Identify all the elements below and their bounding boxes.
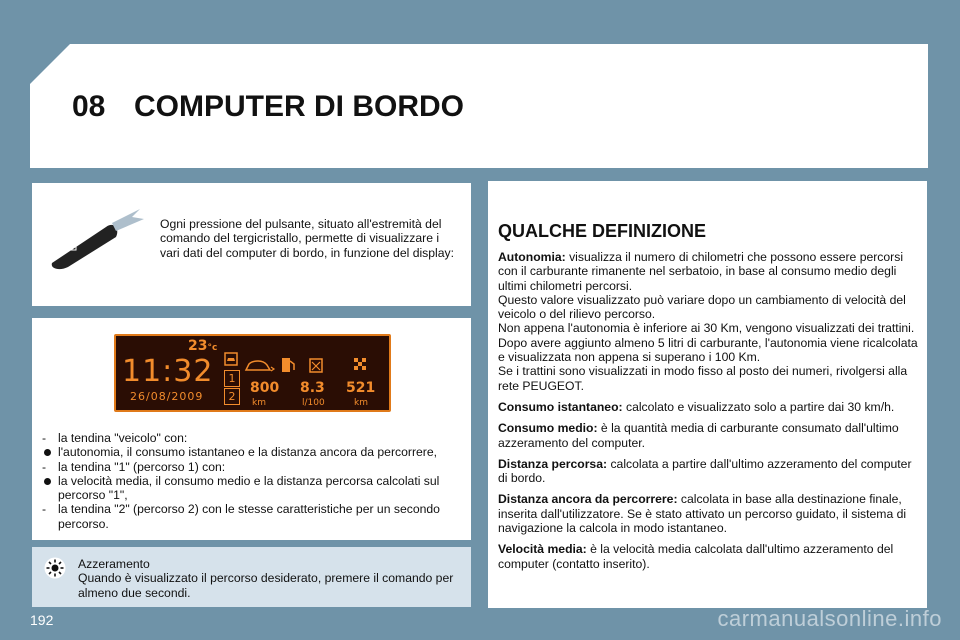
display-panel xyxy=(32,318,471,540)
display-tab-list xyxy=(42,431,462,531)
definition-item: Distanza ancora da percorrere: calcolata in base alla destinazione finale, inserita dall'utilizzatore. Se è stato attivato un percorso guidato, il sistema di navigazione la calcola in modo istantaneo. xyxy=(498,492,907,536)
multifunction-display xyxy=(114,334,391,412)
temperature-readout xyxy=(188,338,217,354)
fuel-can-icon xyxy=(308,356,324,374)
tab-1: 1 xyxy=(224,370,240,387)
definition-item: Consumo istantaneo: calcolato e visualizzato solo a partire dai 30 km/h. xyxy=(498,399,895,414)
car-range-icon xyxy=(244,358,276,374)
definition-item: Distanza percorsa: calcolata a partire dall'ultimo azzeramento del computer di bordo. xyxy=(498,456,912,486)
fuel-pump-icon xyxy=(280,356,296,374)
definition-item: Velocità media: è la velocità media calcolata dall'ultimo azzeramento del computer (contatto inserito). xyxy=(498,542,894,571)
bullet-icon xyxy=(44,449,51,456)
list-item: l'autonomia, il consumo istantaneo e la distanza ancora da percorrere, xyxy=(42,445,462,459)
intro-text: Ogni pressione del pulsante, situato all'estremità del comando del tergicristallo, permette di visualizzare i vari dati del computer di bordo, in funzione del display: xyxy=(160,217,455,260)
definitions-title: QUALCHE DEFINIZIONE xyxy=(498,221,707,241)
page-number: 192 xyxy=(30,612,54,628)
page-title: COMPUTER DI BORDO xyxy=(134,90,464,123)
definition-item: Consumo medio: è la quantità media di carburante consumato dall'ultimo azzeramento del computer. xyxy=(498,421,899,450)
tab-2: 2 xyxy=(224,388,240,405)
clock-readout: 11:32 xyxy=(122,354,214,389)
temperature-value: 23 xyxy=(188,338,208,354)
range-value: 800 xyxy=(250,380,280,396)
reset-text: Quando è visualizzato il percorso desiderato, premere il comando per almeno due secondi. xyxy=(78,571,454,600)
chapter-number: 08 xyxy=(72,90,106,123)
definitions-panel xyxy=(488,181,927,608)
list-item: - la tendina "veicolo" con: xyxy=(42,431,188,445)
list-item: - la tendina "2" (percorso 2) con le stesse caratteristiche per un secondo percorso. xyxy=(42,502,440,531)
distance-remaining-unit: km xyxy=(354,398,368,408)
definitions-body xyxy=(498,250,920,578)
range-unit: km xyxy=(252,398,266,408)
list-item: - la tendina "1" (percorso 1) con: xyxy=(42,459,226,474)
bullet-icon xyxy=(44,478,51,485)
date-readout: 26/08/2009 xyxy=(130,390,204,403)
definition-item: Autonomia: visualizza il numero di chilometri che possono essere percorsi con il carburante rimanente nel serbatoio, in base al consumo medio degli ultimi chilometri percorsi. Questo valore visualizzato può variare dopo un cambiamento di velocità del veicolo o del rilievo percorso. Non appena l'autonomia è inferiore ai 30 Km, vengono visualizzati dei trattini. Dopo avere aggiunto almeno 5 litri di carburante, l'autonomia viene ricalcolata e visualizzata non appena si superano i 100 Km. Se i trattini sono visualizzati in modo fisso al posto dei numeri, rivolgersi alla rete PEUGEOT. xyxy=(498,250,918,393)
intro-panel xyxy=(32,183,471,306)
reset-title: Azzeramento xyxy=(78,557,150,571)
checkered-flag-icon xyxy=(352,356,368,374)
list-item: la velocità media, il consumo medio e la distanza percorsa calcolati sul percorso "1", xyxy=(42,474,462,503)
temperature-unit: °c xyxy=(207,343,218,353)
reset-tip-panel xyxy=(32,547,471,607)
distance-remaining-value: 521 xyxy=(346,380,376,396)
wiper-stalk-icon xyxy=(46,205,146,271)
consumption-unit: l/100 xyxy=(302,398,325,408)
watermark: carmanualsonline.info xyxy=(717,606,942,631)
vehicle-tab-icon xyxy=(224,352,238,366)
consumption-value: 8.3 xyxy=(300,380,325,396)
tip-sun-icon xyxy=(44,557,66,579)
